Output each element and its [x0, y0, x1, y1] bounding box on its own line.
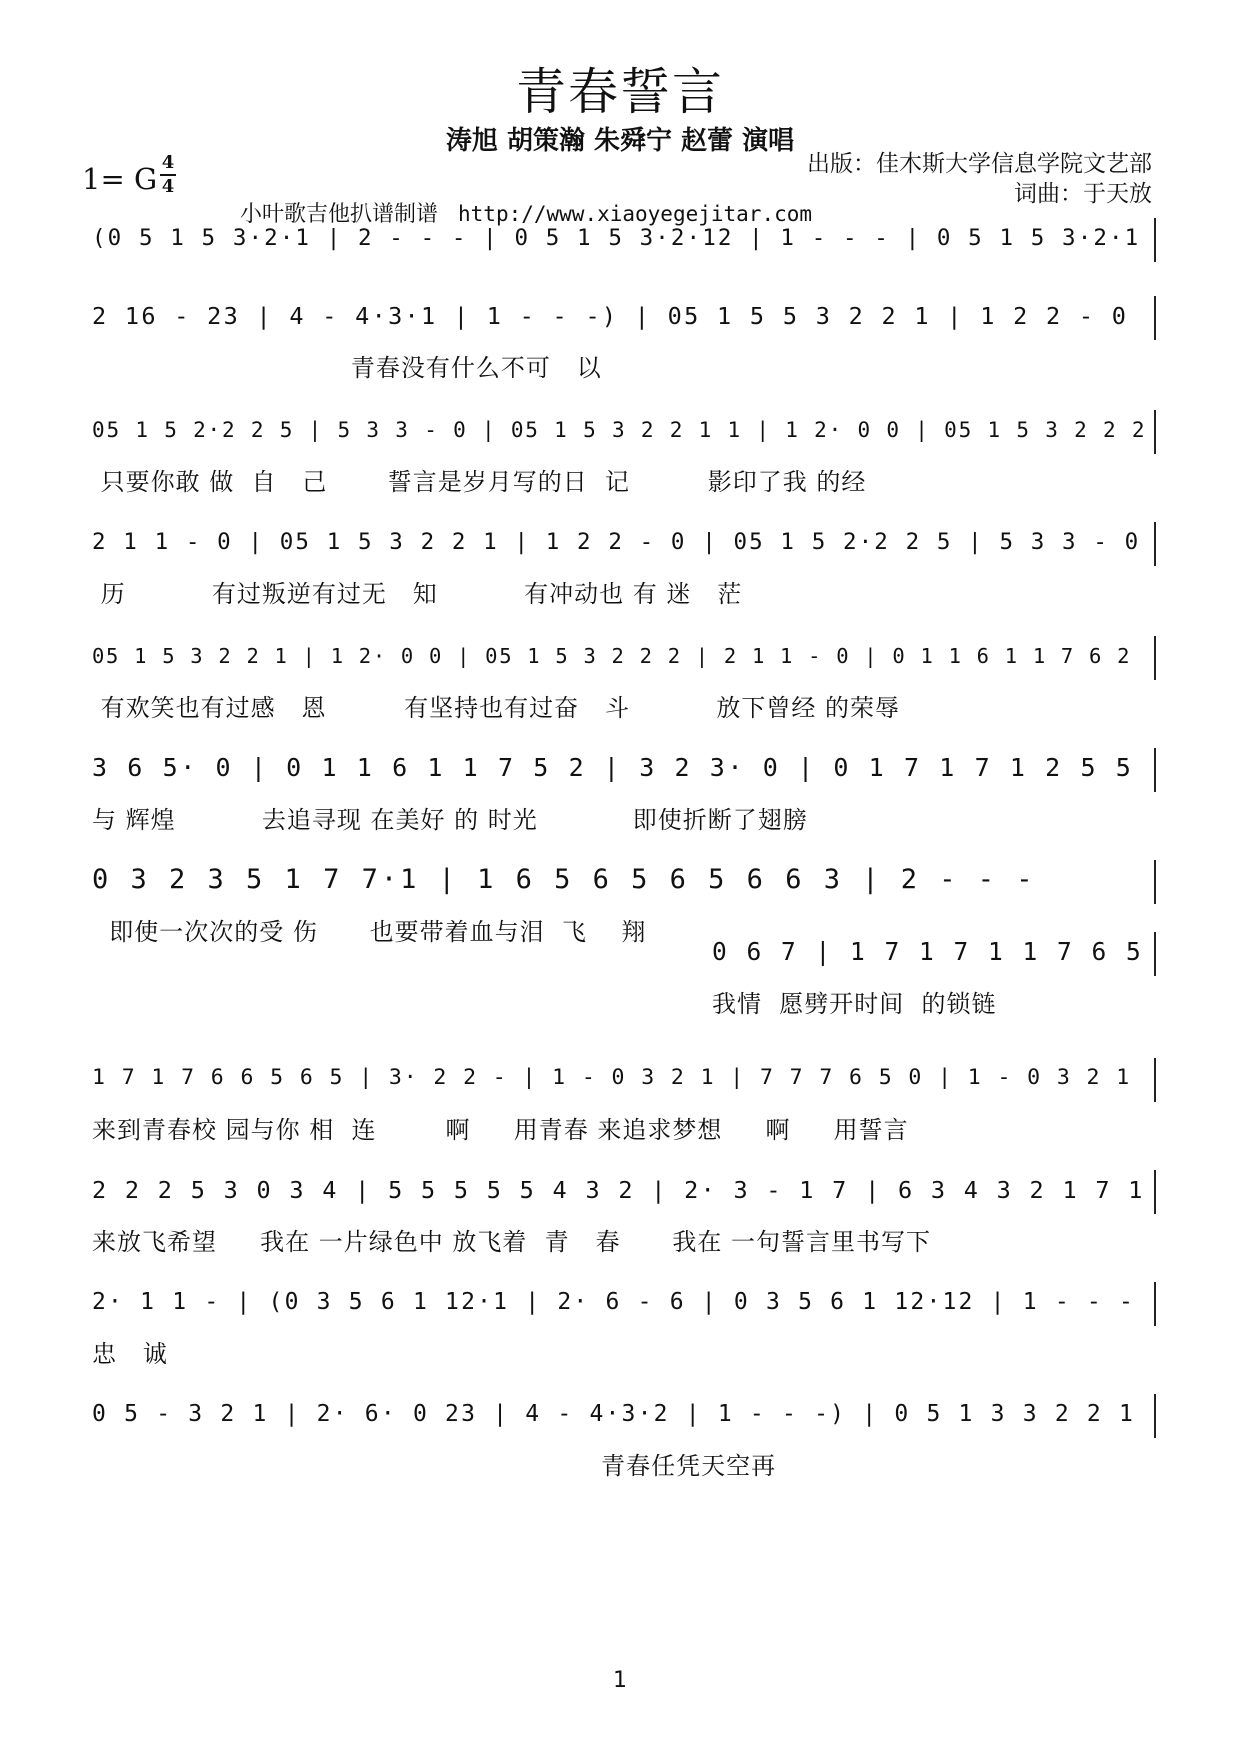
- time-bottom: 4: [161, 176, 175, 197]
- score-row: [92, 406, 1156, 496]
- score-row: [92, 292, 1156, 382]
- lyrics: 来放飞希望 我在 一片绿色中 放飞着 青 春 我在 一句誓言里书写下: [92, 1228, 931, 1256]
- credit-url: http://www.xiaoyegejitar.com: [458, 202, 813, 226]
- notes: 2 16 - 23 | 4 - 4·3·1 | 1 - - -) | 05 1 5 5 3 2 2 1 | 1 2 2 - 0: [92, 302, 1129, 330]
- credit-label: 小叶歌吉他扒谱制谱: [240, 202, 439, 227]
- lyrics: 只要你敢 做 自 己 誓言是岁月写的日 记 影印了我 的经: [92, 468, 867, 496]
- notes: (0 5 1 5 3·2·1 | 2 - - - | 0 5 1 5 3·2·12 | 1 - - - | 0 5 1 5 3·2·1: [92, 225, 1141, 251]
- score-row: [92, 1054, 1156, 1144]
- score-row: [92, 856, 1156, 946]
- lyrics: 忠 诚: [92, 1340, 168, 1368]
- composer: 词曲：于天放: [1014, 181, 1152, 207]
- score-row: [92, 1278, 1156, 1368]
- lyrics: 青春任凭天空再: [92, 1452, 777, 1480]
- time-signature: [160, 152, 176, 198]
- notes: 05 1 5 2·2 2 5 | 5 3 3 - 0 | 05 1 5 3 2 2 1 1 | 1 2· 0 0 | 05 1 5 3 2 2 2: [92, 418, 1147, 442]
- notes: 0 3 2 3 5 1 7 7·1 | 1 6 5 6 5 6 5 6 6 3 | 2 - - -: [92, 864, 1036, 895]
- score-row: [92, 1390, 1156, 1480]
- notes: 0 5 - 3 2 1 | 2· 6· 0 23 | 4 - 4·3·2 | 1 - - -) | 0 5 1 3 3 2 2 1: [92, 1401, 1136, 1427]
- publisher: 出版：佳木斯大学信息学院文艺部: [807, 151, 1152, 177]
- score-row: [92, 744, 1156, 834]
- score-row: [92, 1166, 1156, 1256]
- lyrics: 有欢笑也有过感 恩 有坚持也有过奋 斗 放下曾经 的荣辱: [92, 694, 900, 722]
- lyrics: 青春没有什么不可 以: [92, 354, 602, 382]
- song-title: 青春誓言: [516, 63, 724, 121]
- notes: 0 6 7 | 1 7 1 7 1 1 7 6 5: [712, 937, 1144, 966]
- notes: 05 1 5 3 2 2 1 | 1 2· 0 0 | 05 1 5 3 2 2 2 | 2 1 1 - 0 | 0 1 1 6 1 1 7 6 2: [92, 644, 1132, 668]
- lyrics: 来到青春校 园与你 相 连 啊 用青春 来追求梦想 啊 用誓言: [92, 1116, 909, 1144]
- notes: 1 7 1 7 6 6 5 6 5 | 3· 2 2 - | 1 - 0 3 2 1 | 7 7 7 6 5 0 | 1 - 0 3 2 1: [92, 1065, 1132, 1090]
- lyrics: 即使一次次的受 伤 也要带着血与泪 飞 翔: [92, 918, 647, 946]
- score-row-sub: [712, 928, 1156, 1018]
- lyrics: 我情 愿劈开时间 的锁链: [712, 990, 997, 1018]
- notes: 2 1 1 - 0 | 05 1 5 3 2 2 1 | 1 2 2 - 0 | 05 1 5 2·2 2 5 | 5 3 3 - 0: [92, 529, 1141, 555]
- key-signature: 1= G: [82, 162, 158, 196]
- score-row: [92, 214, 1156, 262]
- score-row: [92, 632, 1156, 722]
- score-row: [92, 518, 1156, 608]
- lyrics: 与 辉煌 去追寻现 在美好 的 时光 即使折断了翅膀: [92, 806, 808, 834]
- lyrics: 历 有过叛逆有过无 知 有冲动也 有 迷 茫: [92, 580, 743, 608]
- singers: 涛旭 胡策瀚 朱舜宁 赵蕾 演唱: [445, 126, 795, 156]
- time-top: 4: [161, 152, 175, 173]
- notes: 3 6 5· 0 | 0 1 1 6 1 1 7 5 2 | 3 2 3· 0 | 0 1 7 1 7 1 2 5 5: [92, 753, 1134, 782]
- notes: 2· 1 1 - | (0 3 5 6 1 12·1 | 2· 6 - 6 | 0 3 5 6 1 12·12 | 1 - - -: [92, 1289, 1136, 1315]
- page-number: 1: [613, 1668, 627, 1693]
- notes: 2 2 2 5 3 0 3 4 | 5 5 5 5 5 4 3 2 | 2· 3 - 1 7 | 6 3 4 3 2 1 7 1: [92, 1176, 1145, 1204]
